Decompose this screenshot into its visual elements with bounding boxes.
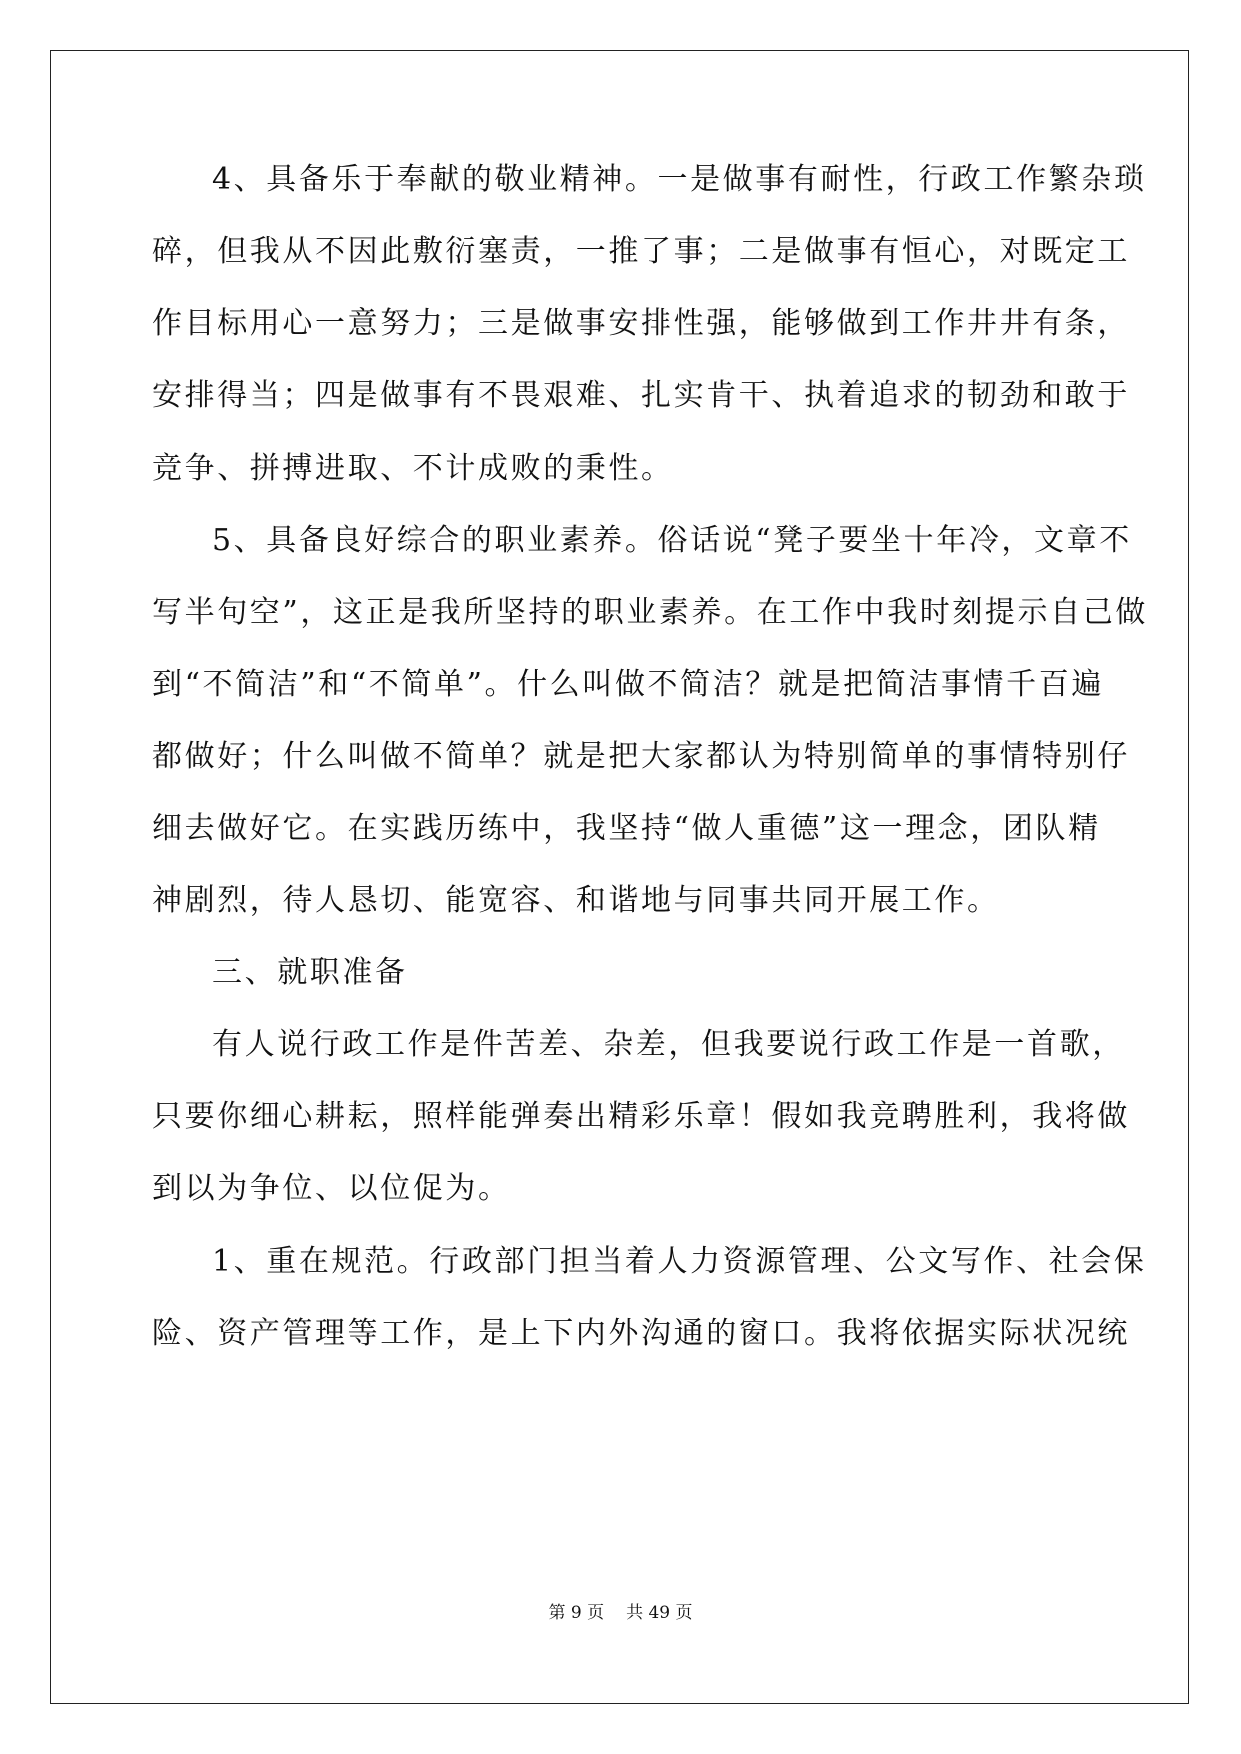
paragraph-1-line-3: 作目标用心一意努力；三是做事安排性强，能够做到工作井井有条， [152,306,1130,341]
paragraph-4-line-1: 1、重在规范。行政部门担当着人力资源管理、公文写作、社会保 [212,1244,1147,1279]
paragraph-1-line-1: 4、具备乐于奉献的敬业精神。一是做事有耐性，行政工作繁杂琐 [212,162,1147,197]
section-heading: 三、就职准备 [212,955,408,990]
paragraph-1-line-5: 竞争、拼搏进取、不计成败的秉性。 [152,451,674,486]
paragraph-3-line-1: 有人说行政工作是件苦差、杂差，但我要说行政工作是一首歌， [212,1027,1125,1062]
paragraph-2-line-4: 都做好；什么叫做不简单？就是把大家都认为特别简单的事情特别仔 [152,739,1130,774]
paragraph-4-line-2: 险、资产管理等工作，是上下内外沟通的窗口。我将依据实际状况统 [152,1316,1130,1351]
paragraph-2-line-5: 细去做好它。在实践历练中，我坚持“做人重德”这一理念，团队精 [152,811,1101,846]
paragraph-1-line-4: 安排得当；四是做事有不畏艰难、扎实肯干、执着追求的韧劲和敢于 [152,378,1130,413]
paragraph-2-line-6: 神剧烈，待人恳切、能宽容、和谐地与同事共同开展工作。 [152,883,1000,918]
paragraph-3-line-3: 到以为争位、以位促为。 [152,1171,511,1206]
page-total: 共 49 页 [626,1603,693,1623]
paragraph-2-line-1: 5、具备良好综合的职业素养。俗话说“凳子要坐十年冷，文章不 [212,523,1132,558]
paragraph-2-line-3: 到“不简洁”和“不简单”。什么叫做不简洁？就是把简洁事情千百遍 [152,667,1104,702]
page-footer [0,1601,1241,1625]
page-number: 第 9 页 [548,1603,605,1623]
paragraph-2-line-2: 写半句空”，这正是我所坚持的职业素养。在工作中我时刻提示自己做 [152,595,1148,630]
paragraph-1-line-2: 碎，但我从不因此敷衍塞责，一推了事；二是做事有恒心，对既定工 [152,234,1130,269]
page-frame [50,50,1189,1704]
paragraph-3-line-2: 只要你细心耕耘，照样能弹奏出精彩乐章！假如我竞聘胜利，我将做 [152,1099,1130,1134]
